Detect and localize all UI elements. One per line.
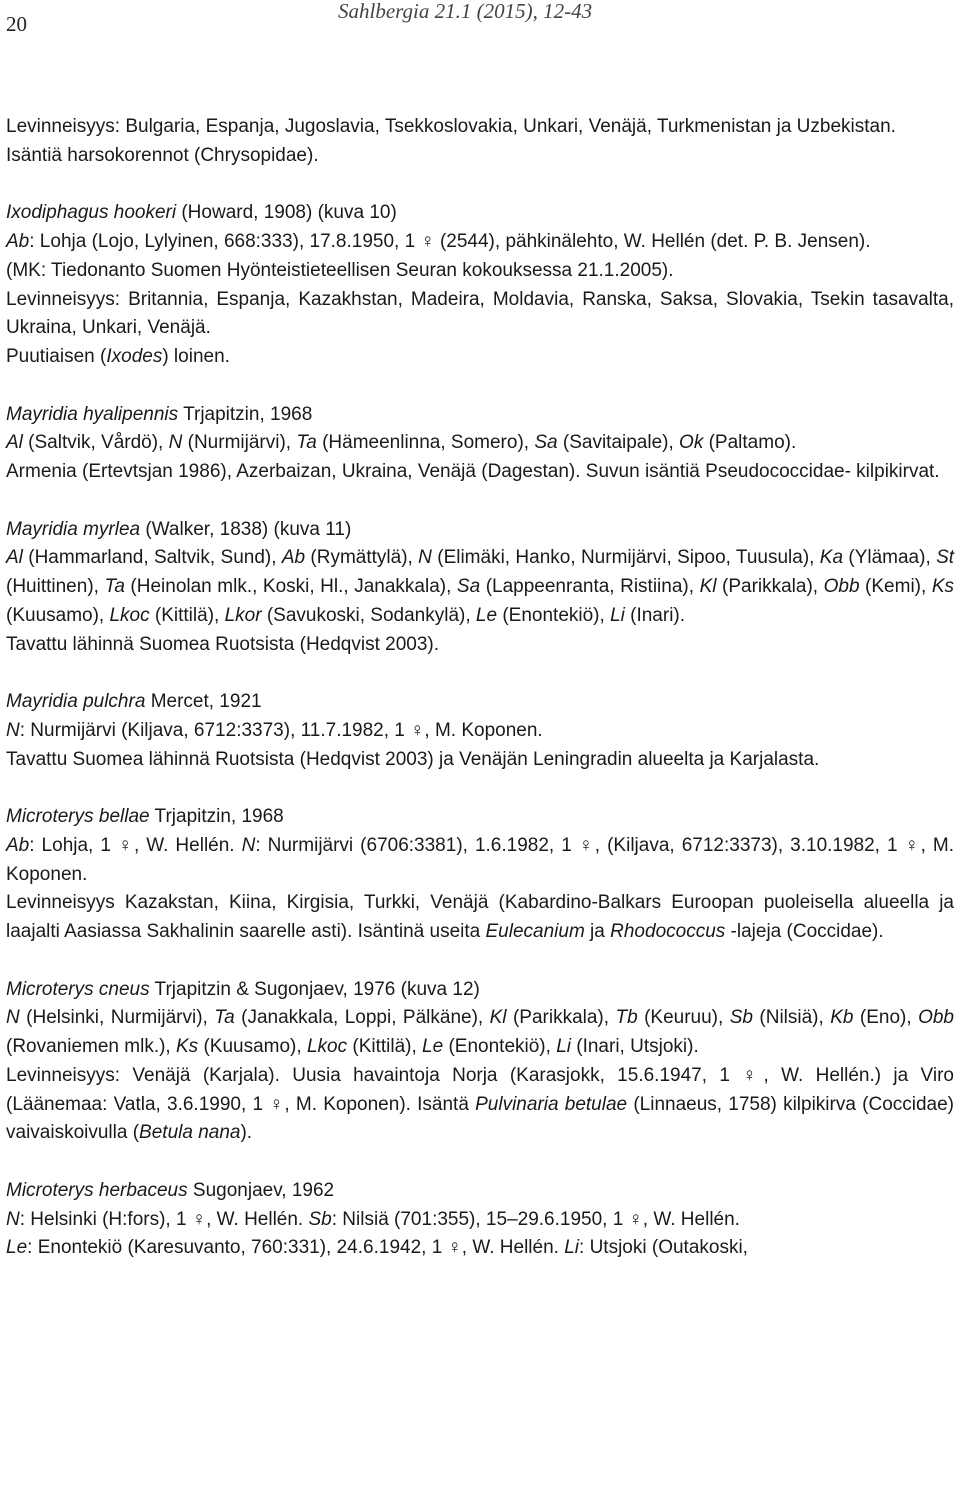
text-run: (Kemi), — [859, 576, 932, 597]
italic-term: Ka — [819, 547, 844, 569]
italic-term: N — [168, 432, 183, 454]
species-heading — [6, 1177, 954, 1206]
italic-term: Ks — [176, 1036, 199, 1057]
text-run: ja — [584, 921, 611, 942]
text-run: -lajeja (Coccidae). — [725, 921, 884, 942]
italic-term: Obb — [823, 576, 860, 597]
italic-term: N — [6, 1208, 20, 1230]
species-name: Mayridia hyalipennis — [6, 403, 179, 425]
page-number: 20 — [6, 12, 27, 36]
record-paragraph — [6, 1004, 954, 1062]
italic-term: St — [936, 547, 955, 569]
text-run: (Janakkala, Loppi, Pälkäne), — [234, 1007, 490, 1029]
species-entry — [6, 401, 954, 487]
species-heading — [6, 976, 954, 1005]
italic-term: Li — [610, 604, 625, 626]
text-run: (Helsinki, Nurmijärvi), — [19, 1007, 215, 1029]
italic-term: Le — [475, 604, 498, 626]
italic-term: Kl — [489, 1007, 507, 1029]
italic-term: Ta — [104, 576, 125, 597]
record-paragraph — [6, 1206, 954, 1235]
italic-term: Kb — [830, 1007, 854, 1029]
text-run: (Saltvik, Vårdö), — [22, 432, 169, 454]
text-run: (Nilsiä), — [752, 1007, 831, 1029]
text-run: (Rymättylä), — [305, 547, 419, 569]
italic-term: Al — [6, 547, 23, 569]
text-run: (Kittilä), — [149, 604, 225, 626]
record-paragraph — [6, 228, 954, 257]
italic-term: Lkor — [224, 604, 262, 626]
italic-term: N — [6, 1007, 20, 1029]
distribution-paragraph — [6, 889, 954, 947]
record-paragraph — [6, 429, 954, 458]
distribution-paragraph: Armenia (Ertevtsjan 1986), Azerbaizan, Ukraina, Venäjä (Dagestan). Suvun isäntiä Pseudococcidae- kilpikirvat. — [6, 461, 940, 482]
text-run: Levinneisyys Kazakstan, Kiina, Kirgisia, Turkki, Venäjä (Kabardino-Balkars Euroopan puoleisella alueella ja laajalti Aasiassa Sakhalinin saarelle asti). Isäntinä useita — [6, 892, 954, 942]
species-author: Sugonjaev, 1962 — [192, 1179, 335, 1201]
text-run: (Savukoski, Sodankylä), — [261, 604, 476, 626]
distribution-paragraph — [6, 1062, 954, 1148]
record-paragraph — [6, 717, 954, 746]
species-entry — [6, 688, 954, 774]
italic-term: Lkoc — [109, 604, 150, 626]
host-paragraph — [6, 343, 954, 372]
species-heading — [6, 688, 954, 717]
journal-citation: Sahlbergia 21.1 (2015), 12-43 — [338, 0, 593, 23]
text-run: (Eno), — [853, 1007, 919, 1029]
text-run: : Helsinki (H:fors), 1 ♀, W. Hellén. — [19, 1208, 309, 1230]
italic-term: Ta — [296, 432, 317, 454]
italic-term: Lkoc — [306, 1036, 348, 1057]
record-paragraph — [6, 1234, 954, 1263]
text-run: (Inari). — [624, 604, 686, 626]
italic-term: Eulecanium — [485, 921, 585, 942]
species-entry — [6, 199, 954, 372]
text-run: ). — [240, 1122, 253, 1144]
species-author: Mercet, 1921 — [150, 691, 262, 712]
text-run: (Rovaniemen mlk.), — [6, 1036, 176, 1057]
species-name: Mayridia myrlea — [6, 518, 141, 540]
species-heading — [6, 401, 954, 430]
text-run: (Parikkala), — [506, 1007, 616, 1029]
text-run: (Linnaeus, 1758) kilpikirva (Coccidae) vaivaiskoivulla ( — [6, 1093, 955, 1144]
record-text: : Lohja (Lojo, Lylyinen, 668:333), 17.8.1950, 1 ♀ (2544), pähkinälehto, W. Hellén (det. P. B. Jensen). — [29, 231, 871, 252]
record-paragraph — [6, 832, 954, 890]
species-entry — [6, 1177, 954, 1263]
text-run: (Savitaipale), — [557, 432, 680, 454]
species-heading — [6, 199, 954, 228]
text-run: Levinneisyys: Venäjä (Karjala). Uusia havaintoja Norja (Karasjokk, 15.6.1947, 1 ♀, W. Hellén.) ja Viro (Läänemaa: Vatla, 3.6.1990, 1 ♀, M. Koponen). Isäntä — [6, 1064, 954, 1115]
text-run: (Hammarland, Saltvik, Sund), — [22, 547, 282, 569]
italic-term: Obb — [918, 1007, 954, 1029]
text-run: : Lohja, 1 ♀, W. Hellén. — [29, 834, 242, 856]
species-author: Trjapitzin, 1968 — [183, 403, 313, 425]
species-heading — [6, 803, 954, 832]
page-header — [0, 0, 960, 56]
species-name: Microterys cneus — [6, 978, 150, 1000]
text-run: (Keuruu), — [637, 1007, 730, 1029]
italic-term: Betula nana — [139, 1122, 241, 1144]
text-run: : Nilsiä (701:355), 15–29.6.1950, 1 ♀, W. Hellén. — [331, 1208, 740, 1230]
text-run: (Huittinen), — [6, 576, 105, 597]
species-entry — [6, 516, 954, 660]
distribution-paragraph: Tavattu lähinnä Suomea Ruotsista (Hedqvist 2003). — [6, 633, 440, 655]
italic-term: Rhodococcus — [610, 921, 726, 942]
distribution-entry — [6, 113, 954, 171]
record-note: (MK: Tiedonanto Suomen Hyönteistieteellisen Seuran kokouksessa 21.1.2005). — [6, 259, 674, 281]
species-author: (Howard, 1908) (kuva 10) — [181, 202, 397, 224]
species-name: Mayridia pulchra — [6, 691, 146, 712]
text-run: (Elimäki, Hanko, Nurmijärvi, Sipoo, Tuusula), — [431, 547, 820, 569]
species-name: Ixodiphagus hookeri — [6, 202, 177, 224]
host-paragraph: Isäntiä harsokorennot (Chrysopidae). — [6, 144, 319, 166]
italic-term: Pulvinaria betulae — [475, 1093, 628, 1115]
italic-term: Li — [556, 1036, 571, 1057]
italic-term: Sa — [534, 432, 558, 454]
italic-term: Kl — [699, 576, 717, 597]
italic-term: Ok — [679, 432, 704, 454]
text-run: (Heinolan mlk., Koski, Hl., Janakkala), — [124, 576, 457, 597]
host-genus: Ixodes — [106, 346, 163, 367]
text-run: : Nurmijärvi (6706:3381), 1.6.1982, 1 ♀, (Kiljava, 6712:3373), 3.10.1982, 1 ♀, M. Koponen. — [6, 834, 954, 885]
text-run: (Kuusamo), — [198, 1036, 307, 1057]
species-author: Trjapitzin & Sugonjaev, 1976 (kuva 12) — [154, 978, 480, 1000]
text-run: (Hämeenlinna, Somero), — [316, 432, 535, 454]
italic-term: N — [241, 834, 256, 856]
species-heading — [6, 516, 954, 545]
distribution-paragraph: Levinneisyys: Bulgaria, Espanja, Jugoslavia, Tsekkoslovakia, Unkari, Venäjä, Turkmenistan ja Uzbekistan. — [6, 116, 896, 137]
italic-term: Sb — [308, 1208, 332, 1230]
host-text: Puutiaisen ( — [6, 346, 107, 367]
italic-term: Le — [422, 1036, 444, 1057]
text-run: (Kuusamo), — [6, 604, 110, 626]
text-run: (Enontekiö), — [443, 1036, 557, 1057]
italic-term: Tb — [615, 1007, 638, 1029]
record-paragraph — [6, 544, 954, 630]
italic-term: Ks — [931, 576, 955, 597]
species-author: (Walker, 1838) (kuva 11) — [145, 518, 352, 540]
italic-term: Ab — [281, 547, 306, 569]
text-run: (Enontekiö), — [497, 604, 611, 626]
italic-term: Ta — [214, 1007, 235, 1029]
distribution-paragraph: Tavattu Suomea lähinnä Ruotsista (Hedqvist 2003) ja Venäjän Leningradin alueelta ja Karjalasta. — [6, 748, 820, 770]
text-run: : Enontekiö (Karesuvanto, 760:331), 24.6.1942, 1 ♀, W. Hellén. — [27, 1237, 565, 1259]
italic-term: Li — [564, 1237, 580, 1259]
text-run: (Nurmijärvi), — [182, 432, 297, 454]
host-text: ) loinen. — [162, 346, 230, 367]
province-code: N — [6, 719, 20, 741]
species-entry — [6, 976, 954, 1149]
species-entry — [6, 803, 954, 947]
record-text: : Nurmijärvi (Kiljava, 6712:3373), 11.7.1982, 1 ♀, M. Koponen. — [19, 719, 543, 741]
distribution-paragraph: Levinneisyys: Britannia, Espanja, Kazakhstan, Madeira, Moldavia, Ranska, Saksa, Slovakia, Tsekin tasavalta, Ukraina, Unkari, Venäjä. — [6, 288, 954, 339]
italic-term: Sb — [729, 1007, 753, 1029]
italic-term: Sa — [456, 576, 481, 597]
text-run: (Parikkala), — [716, 576, 824, 597]
text-run: : Utsjoki (Outakoski, — [579, 1237, 748, 1259]
text-run: (Ylämaa), — [843, 547, 937, 569]
text-run: (Lappeenranta, Ristiina), — [480, 576, 700, 597]
text-run: (Inari, Utsjoki). — [570, 1036, 699, 1057]
text-run: (Paltamo). — [703, 432, 797, 454]
species-name: Microterys herbaceus — [6, 1179, 188, 1201]
text-run: (Kittilä), — [347, 1036, 423, 1057]
italic-term: N — [418, 547, 432, 569]
article-body — [6, 113, 954, 1263]
italic-term: Ab — [6, 834, 30, 856]
species-author: Trjapitzin, 1968 — [154, 806, 284, 827]
italic-term: Le — [6, 1237, 28, 1259]
province-code: Ab — [6, 231, 30, 252]
italic-term: Al — [6, 432, 23, 454]
species-name: Microterys bellae — [6, 806, 150, 827]
